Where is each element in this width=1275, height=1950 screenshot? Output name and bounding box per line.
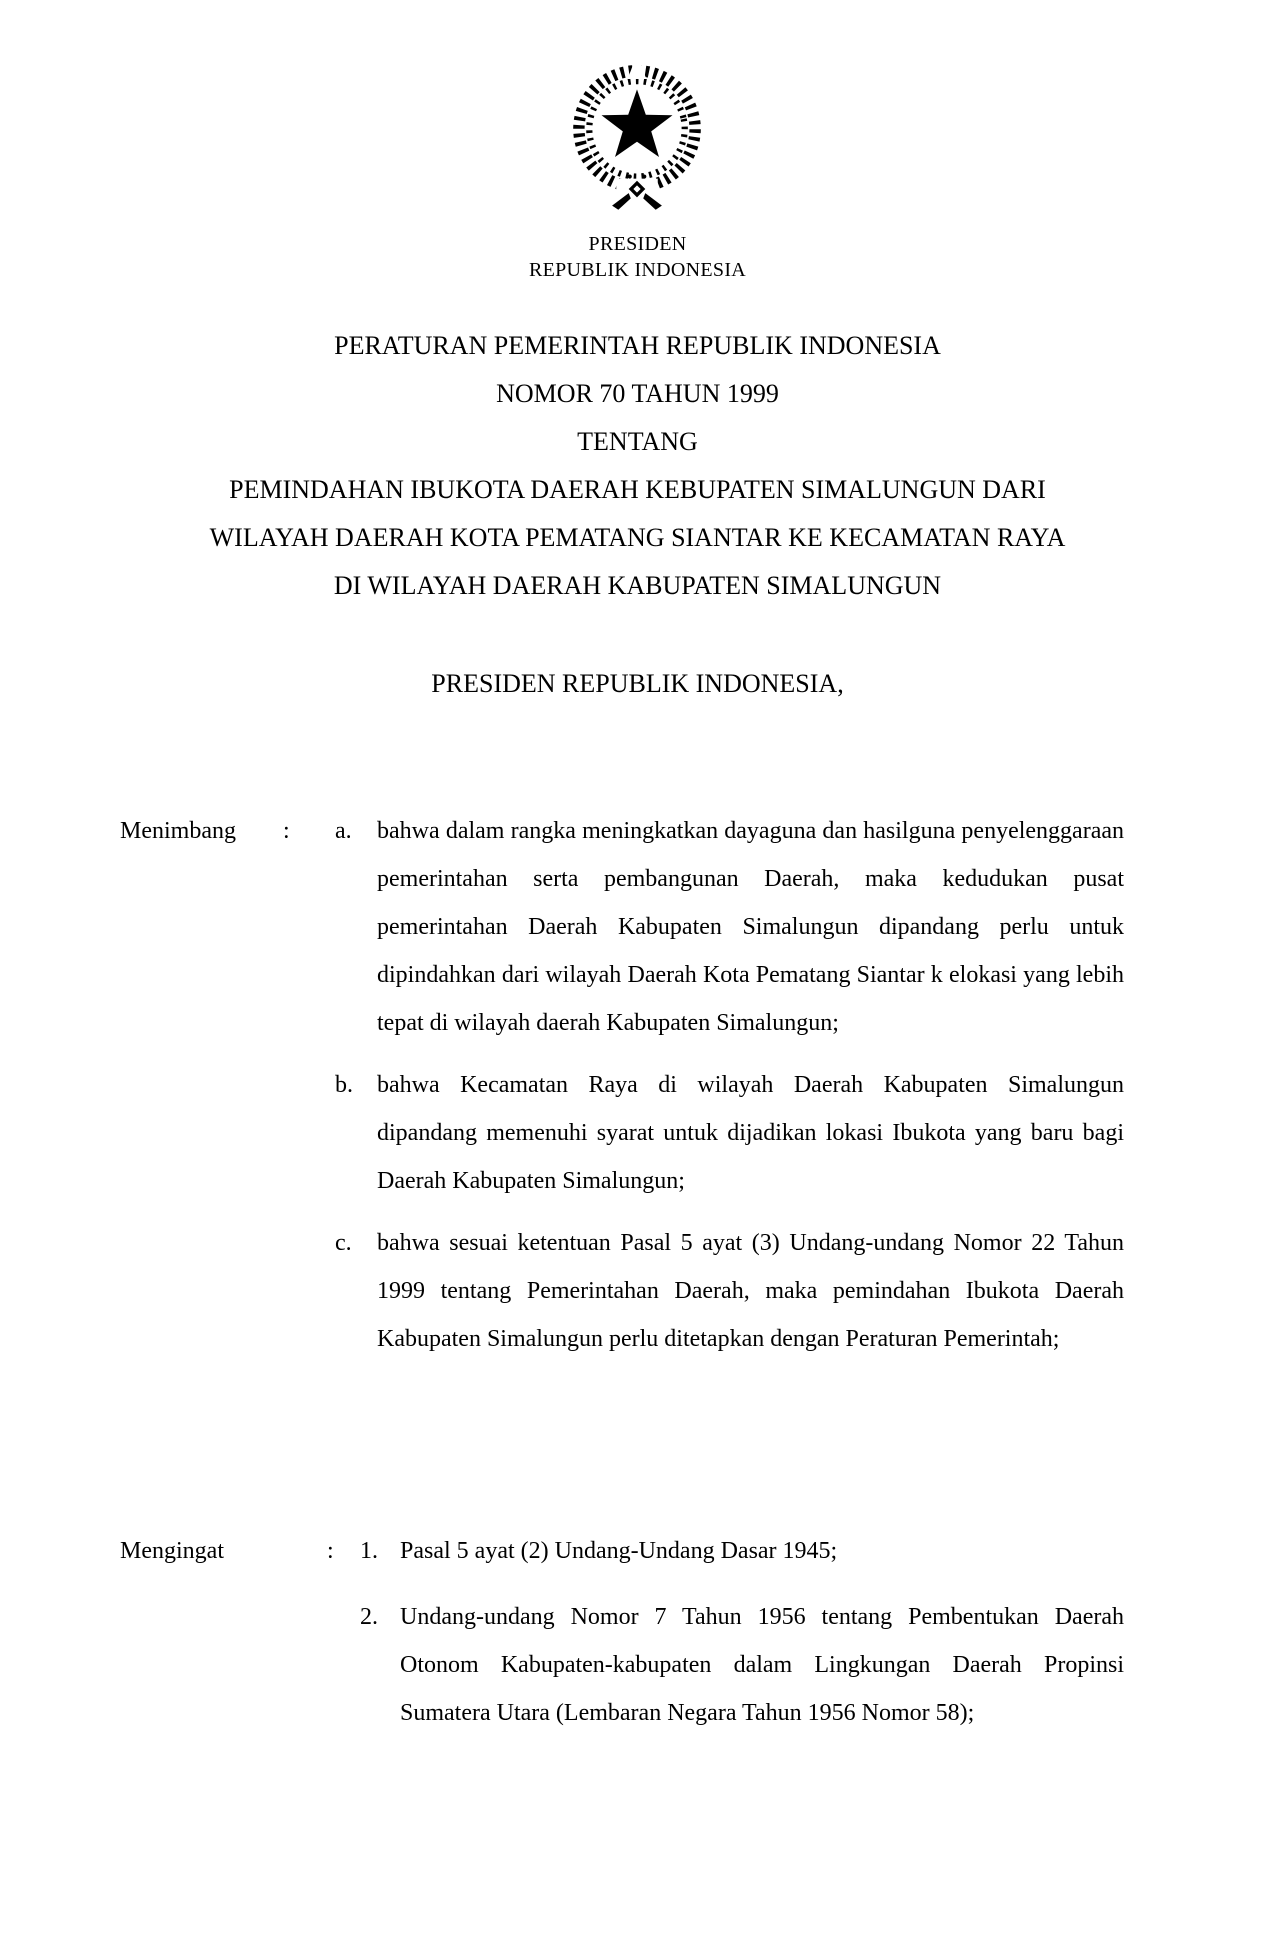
mengingat-label: Mengingat xyxy=(120,1538,224,1564)
item-marker: c. xyxy=(335,1230,352,1256)
mengingat-items xyxy=(360,1527,1124,1755)
menimbang-item-c xyxy=(335,1219,1124,1363)
title-line-6: DI WILAYAH DAERAH KABUPATEN SIMALUNGUN xyxy=(333,571,942,600)
item-text: Undang-undang Nomor 7 Tahun 1956 tentang Pembentukan Daerah Otonom Kabupaten-kabupaten dalam Lingkungan Daerah Propinsi Sumatera Utara (Lembaran Negara Tahun 1956 Nomor 58); xyxy=(400,1604,1124,1726)
menimbang-label: Menimbang xyxy=(120,818,236,844)
letterhead-presiden: PRESIDEN xyxy=(588,233,687,255)
item-text: bahwa dalam rangka meningkatkan dayaguna dan hasilguna penyelenggaraan pemerintahan serta pembangunan Daerah, maka kedudukan pusat pemerintahan Daerah Kabupaten Simalungun dipandang perlu untuk dipindahkan dari wilayah Daerah Kota Pematang Siantar k elokasi yang lebih tepat di wilayah daerah Kabupaten Simalungun; xyxy=(377,818,1124,1036)
title-line-2: NOMOR 70 TAHUN 1999 xyxy=(496,379,779,408)
menimbang-item-b xyxy=(335,1061,1124,1205)
title-line-5: WILAYAH DAERAH KOTA PEMATANG SIANTAR KE KECAMATAN RAYA xyxy=(209,523,1066,552)
presidential-seal-icon xyxy=(554,50,720,216)
menimbang-item-a xyxy=(335,807,1124,1047)
item-marker: 2. xyxy=(360,1604,378,1630)
item-marker: b. xyxy=(335,1072,353,1098)
menimbang-section xyxy=(120,807,1124,1377)
menimbang-colon: : xyxy=(283,818,290,844)
mengingat-colon: : xyxy=(327,1538,334,1564)
star-icon xyxy=(602,89,673,157)
item-text: Pasal 5 ayat (2) Undang-Undang Dasar 1945; xyxy=(400,1538,838,1564)
item-text: bahwa sesuai ketentuan Pasal 5 ayat (3) Undang-undang Nomor 22 Tahun 1999 tentang Pemerintahan Daerah, maka pemindahan Ibukota Daerah Kabupaten Simalungun perlu ditetapkan dengan Peraturan Pemerintah; xyxy=(377,1230,1124,1352)
item-marker: 1. xyxy=(360,1538,378,1564)
item-marker: a. xyxy=(335,818,352,844)
mengingat-section xyxy=(120,1527,1124,1755)
letterhead xyxy=(0,231,1275,283)
regulation-title xyxy=(0,322,1275,610)
title-line-1: PERATURAN PEMERINTAH REPUBLIK INDONESIA xyxy=(334,331,941,360)
title-line-4: PEMINDAHAN IBUKOTA DAERAH KEBUPATEN SIMALUNGUN DARI xyxy=(229,475,1046,504)
enacting-authority-line: PRESIDEN REPUBLIK INDONESIA, xyxy=(431,669,844,698)
letterhead-republik-indonesia: REPUBLIK INDONESIA xyxy=(528,259,747,281)
menimbang-items xyxy=(335,807,1124,1377)
title-line-3: TENTANG xyxy=(577,427,698,456)
item-text: bahwa Kecamatan Raya di wilayah Daerah Kabupaten Simalungun dipandang memenuhi syarat untuk dijadikan lokasi Ibukota yang baru bagi Daerah Kabupaten Simalungun; xyxy=(377,1072,1124,1194)
mengingat-item-2 xyxy=(360,1593,1124,1737)
mengingat-item-1 xyxy=(360,1527,1124,1575)
